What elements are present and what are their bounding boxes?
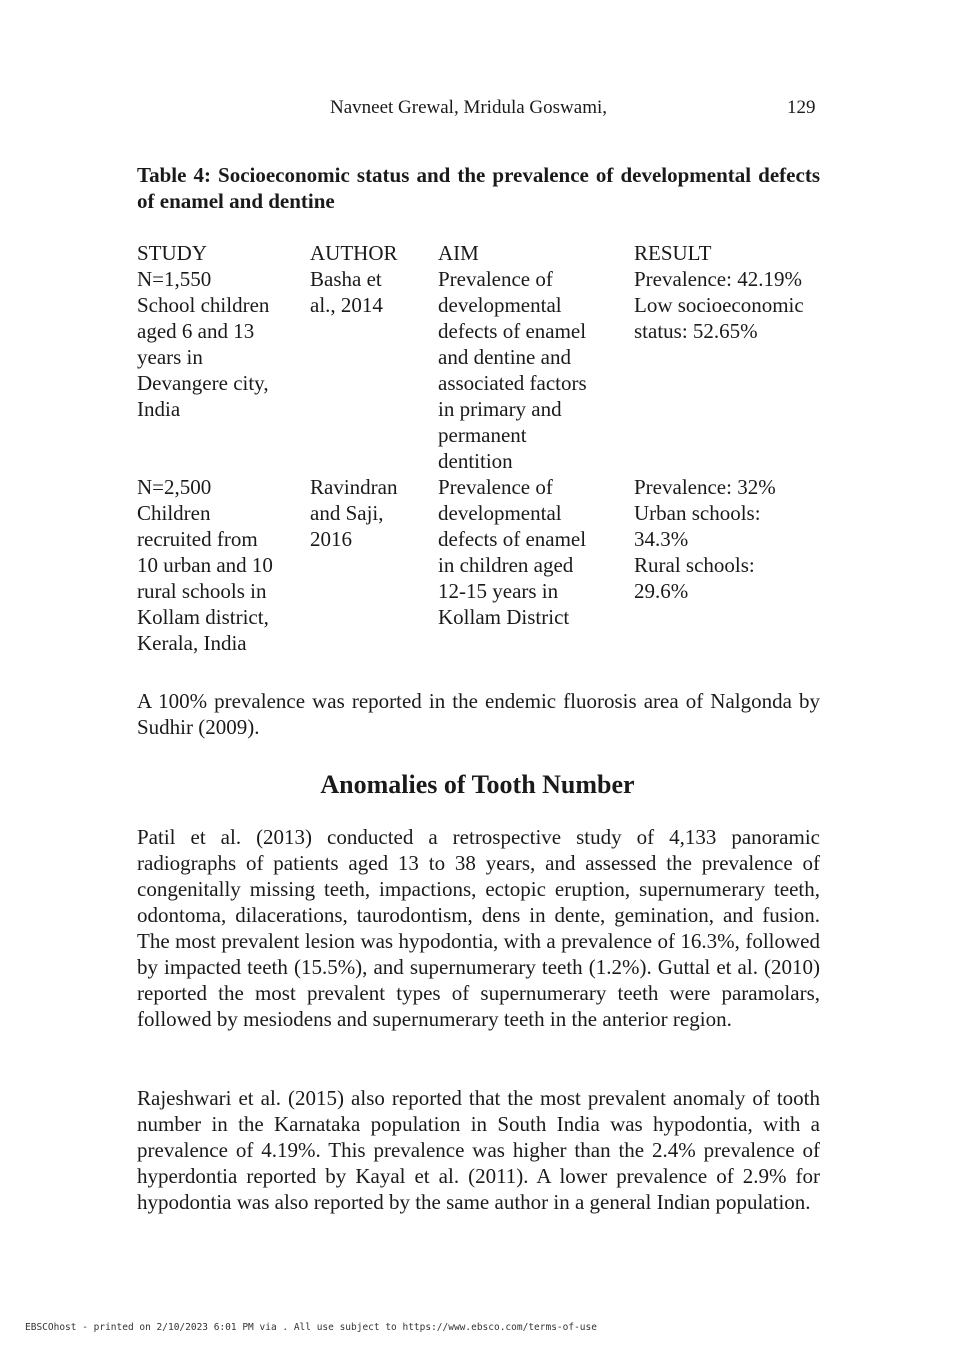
cell-line: 12-15 years in (438, 579, 559, 603)
cell-line: permanent (438, 423, 527, 447)
cell-result (634, 474, 824, 656)
cell-line: in children aged (438, 553, 574, 577)
cell-line: Prevalence of (438, 267, 553, 291)
table-row (137, 266, 824, 474)
cell-line: recruited from (137, 527, 258, 551)
cell-line: Kerala, India (137, 631, 247, 655)
cell-aim (438, 474, 634, 656)
cell-line: Urban schools: (634, 501, 761, 525)
section-heading: Anomalies of Tooth Number (320, 770, 635, 799)
cell-study (137, 474, 310, 656)
running-header-authors: Navneet Grewal, Mridula Goswami, (330, 97, 608, 118)
cell-line: N=2,500 (137, 475, 212, 499)
cell-line: al., 2014 (310, 293, 383, 317)
cell-line: years in (137, 345, 203, 369)
cell-line: and dentine and (438, 345, 571, 369)
paragraph-rajeshwari (137, 1085, 820, 1215)
table-row (137, 474, 824, 656)
cell-line: associated factors (438, 371, 587, 395)
cell-line: India (137, 397, 181, 421)
cell-author (310, 474, 438, 656)
study-table (137, 240, 824, 656)
table-header-row (137, 240, 824, 266)
cell-line: Basha et (310, 267, 382, 291)
cell-line: in primary and (438, 397, 562, 421)
print-footer: EBSCOhost - printed on 2/10/2023 6:01 PM via . All use subject to https://www.ebsco.com/terms-of-use (25, 1322, 597, 1333)
cell-line: Rural schools: (634, 553, 755, 577)
paragraph-text: Rajeshwari et al. (2015) also reported that the most prevalent anomaly of tooth number in the Karnataka population in South India was hypodontia, with a prevalence of 4.19%. This prevalence was higher than the 2.4% prevalence of hyperdontia reported by Kayal et al. (2011). A lower prevalence of 2.9% for hypodontia was also reported by the same author in a general Indian population. (137, 1086, 820, 1214)
cell-line: Prevalence: 42.19% (634, 267, 802, 291)
cell-aim (438, 266, 634, 474)
cell-author (310, 266, 438, 474)
cell-line: developmental (438, 501, 562, 525)
cell-study (137, 266, 310, 474)
cell-line: rural schools in (137, 579, 267, 603)
cell-line: dentition (438, 449, 513, 473)
cell-line: 10 urban and 10 (137, 553, 273, 577)
cell-line: 29.6% (634, 579, 689, 603)
cell-line: 34.3% (634, 527, 689, 551)
cell-line: 2016 (310, 527, 352, 551)
cell-line: Prevalence of (438, 475, 553, 499)
cell-line: aged 6 and 13 (137, 319, 255, 343)
cell-line: and Saji, (310, 501, 384, 525)
cell-line: School children (137, 293, 270, 317)
cell-line: defects of enamel (438, 319, 587, 343)
cell-line: Low socioeconomic (634, 293, 804, 317)
cell-line: Kollam district, (137, 605, 269, 629)
column-header-result: RESULT (634, 241, 712, 265)
page-number: 129 (787, 97, 816, 118)
cell-line: Children (137, 501, 211, 525)
paragraph-text: A 100% prevalence was reported in the endemic fluorosis area of Nalgonda by Sudhir (2009). (137, 689, 820, 739)
cell-line: developmental (438, 293, 562, 317)
cell-result (634, 266, 824, 474)
column-header-author: AUTHOR (310, 241, 398, 265)
paragraph-patil (137, 824, 820, 1032)
column-header-aim: AIM (438, 241, 479, 265)
cell-line: Kollam District (438, 605, 570, 629)
column-header-study: STUDY (137, 241, 208, 265)
paragraph-text: Patil et al. (2013) conducted a retrospective study of 4,133 panoramic radiographs of patients aged 13 to 38 years, and assessed the prevalence of congenitally missing teeth, impactions, ectopic eruption, supernumerary teeth, odontoma, dilacerations, taurodontism, dens in dente, gemination, and fusion. The most prevalent lesion was hypodontia, with a prevalence of 16.3%, followed by impacted teeth (15.5%), and supernumerary teeth (1.2%). Guttal et al. (2010) reported the most prevalent types of supernumerary teeth were paramolars, followed by mesiodens and supernumerary teeth in the anterior region. (137, 825, 820, 1031)
paragraph-fluorosis (137, 688, 820, 740)
cell-line: defects of enamel (438, 527, 587, 551)
table-caption: Table 4: Socioeconomic status and the prevalence of developmental defects of enamel and dentine (137, 163, 820, 213)
cell-line: Devangere city, (137, 371, 269, 395)
cell-line: Ravindran (310, 475, 398, 499)
cell-line: Prevalence: 32% (634, 475, 776, 499)
cell-line: status: 52.65% (634, 319, 758, 343)
cell-line: N=1,550 (137, 267, 212, 291)
